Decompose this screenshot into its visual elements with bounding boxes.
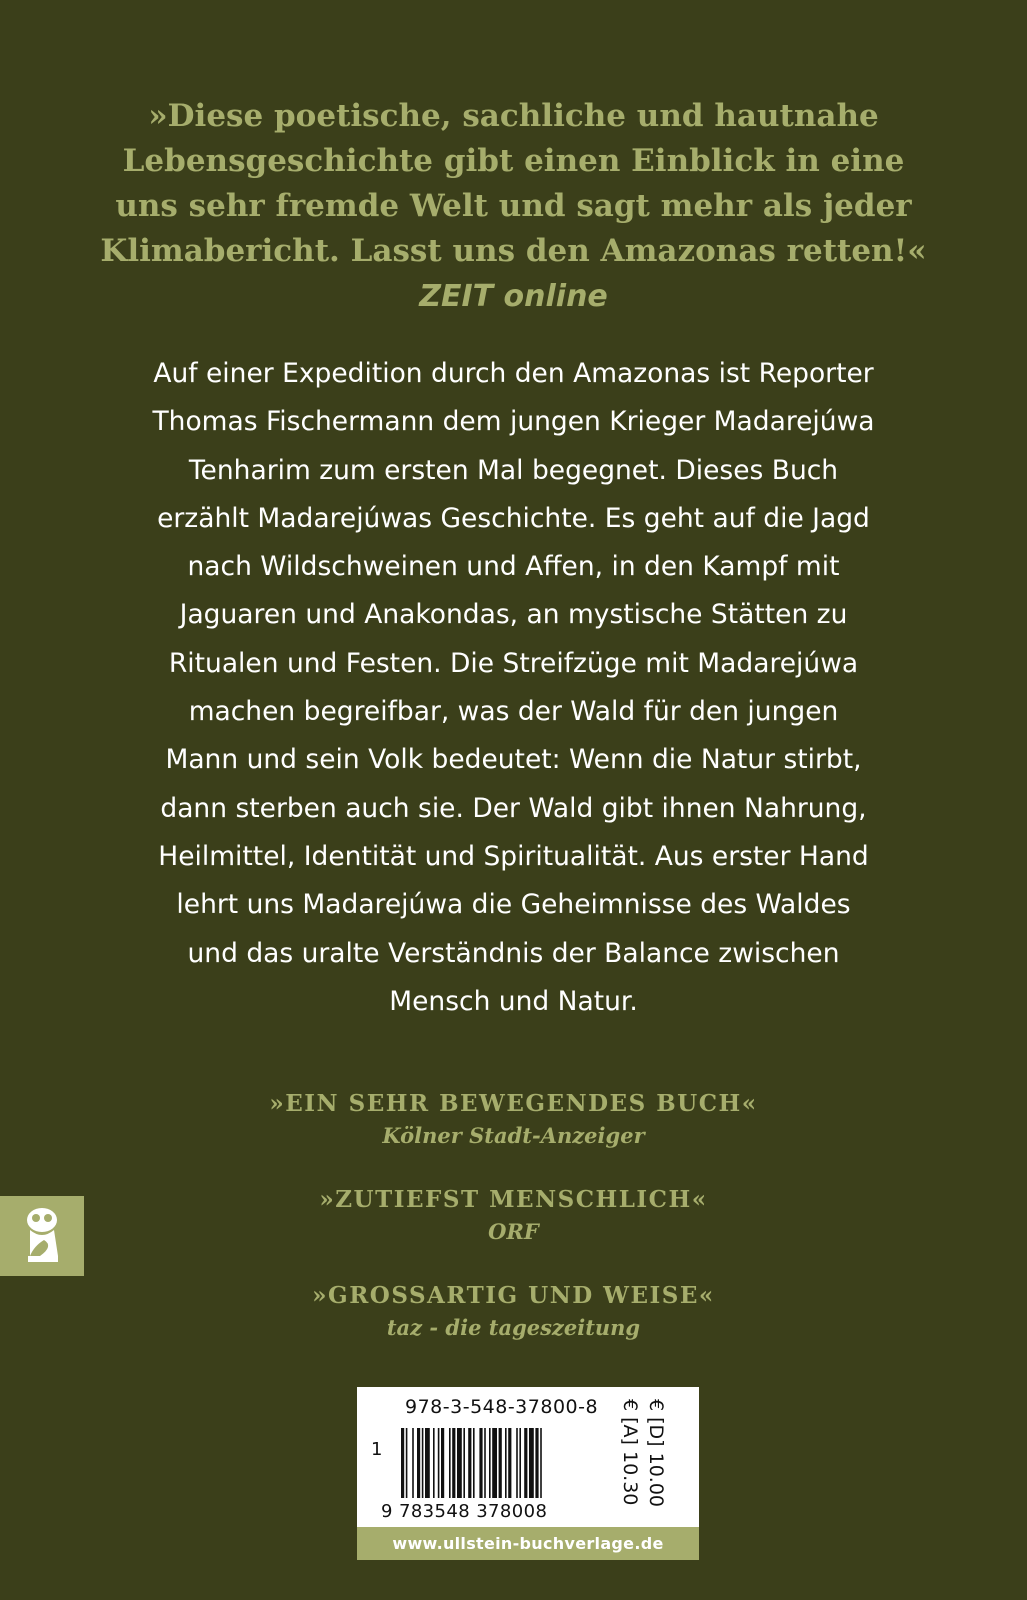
barcode-bar xyxy=(489,1428,491,1498)
review-quote: »GROSSARTIG UND WEISE« xyxy=(312,1282,715,1309)
blurb-line: dann sterben auch sie. Der Wald gibt ihnen Nahrung, xyxy=(160,792,867,824)
barcode-bar xyxy=(519,1428,521,1498)
publisher-url: www.ullstein-buchverlage.de xyxy=(357,1527,699,1560)
publisher-logo xyxy=(0,1196,84,1276)
review-quote: »ZUTIEFST MENSCHLICH« xyxy=(319,1186,708,1213)
barcode-bar xyxy=(479,1428,482,1498)
top-quote xyxy=(60,94,967,319)
barcode-lead-digit: 1 xyxy=(371,1439,383,1460)
barcode-bar xyxy=(433,1428,435,1498)
barcode-panel xyxy=(357,1387,699,1527)
barcode-icon xyxy=(401,1428,605,1498)
barcode-bar xyxy=(529,1428,534,1498)
barcode-bar xyxy=(412,1428,414,1498)
barcode-bar xyxy=(499,1428,502,1498)
review-quote: »EIN SEHR BEWEGENDES BUCH« xyxy=(269,1090,758,1117)
barcode-bar xyxy=(468,1428,471,1498)
barcode-bar xyxy=(457,1428,462,1498)
price-germany: € [D] 10.00 xyxy=(645,1399,667,1508)
blurb-line: Mann und sein Volk bedeutet: Wenn die Natur stirbt, xyxy=(165,744,862,776)
blurb-line: machen begreifbar, was der Wald für den jungen xyxy=(188,696,839,728)
barcode-bar xyxy=(452,1428,455,1498)
barcode-bar xyxy=(524,1428,527,1498)
review-block xyxy=(0,1183,1027,1247)
blurb-line: Thomas Fischermann dem jungen Krieger Madarejúwa xyxy=(152,406,875,438)
blurb-line: Tenharim zum ersten Mal begegnet. Dieses Buch xyxy=(188,454,839,486)
barcode-bar xyxy=(516,1428,518,1498)
barcode-bar xyxy=(540,1428,542,1498)
barcode-bar xyxy=(449,1428,451,1498)
barcode-bar xyxy=(492,1428,497,1498)
top-quote-line: »Diese poetische, sachliche und hautnahe xyxy=(148,98,879,134)
barcode-bar xyxy=(508,1428,511,1498)
blurb-line: und das uralte Verständnis der Balance zwischen xyxy=(187,937,840,969)
blurb-line: Auf einer Expedition durch den Amazonas ist Reporter xyxy=(153,358,874,389)
blurb-line: Mensch und Natur. xyxy=(389,985,638,1017)
blurb-line: lehrt uns Madarejúwa die Geheimnisse des Waldes xyxy=(176,889,851,921)
blurb-line: nach Wildschweinen und Affen, in den Kampf mit xyxy=(187,551,840,583)
owl-logo-icon xyxy=(0,1196,84,1276)
barcode-bar xyxy=(401,1428,404,1498)
blurb-line: Ritualen und Festen. Die Streifzüge mit Madarejúwa xyxy=(168,647,859,679)
review-source: Kölner Stadt-Anzeiger xyxy=(382,1123,645,1148)
barcode-bar xyxy=(484,1428,486,1498)
barcode-bar xyxy=(463,1428,465,1498)
review-block xyxy=(0,1279,1027,1343)
barcode-bar xyxy=(535,1428,538,1498)
blurb-line: Heilmittel, Identität und Spiritualität. Aus erster Hand xyxy=(158,840,869,872)
barcode-bar xyxy=(422,1428,424,1498)
barcode-bar xyxy=(505,1428,507,1498)
price-austria: € [A] 10.30 xyxy=(619,1399,641,1506)
blurb-line: Jaguaren und Anakondas, an mystische Stätten zu xyxy=(179,599,848,631)
review-block xyxy=(0,1087,1027,1151)
barcode-digits: 9 783548 378008 xyxy=(381,1501,548,1522)
barcode-bar xyxy=(473,1428,475,1498)
top-quote-source: ZEIT online xyxy=(419,279,608,314)
review-source: taz - die tageszeitung xyxy=(386,1315,641,1340)
barcode-bar xyxy=(438,1428,440,1498)
review-source: ORF xyxy=(488,1219,539,1244)
book-blurb xyxy=(40,350,987,1026)
barcode-bar xyxy=(406,1428,408,1498)
top-quote-line: Klimabericht. Lasst uns den Amazonas retten!« xyxy=(100,233,927,269)
top-quote-line: Lebensgeschichte gibt einen Einblick in eine xyxy=(122,143,905,179)
barcode-bar xyxy=(417,1428,420,1498)
isbn-number: 978-3-548-37800-8 xyxy=(405,1396,599,1418)
top-quote-line: uns sehr fremde Welt und sagt mehr als jeder xyxy=(115,188,912,224)
barcode-bar xyxy=(441,1428,444,1498)
blurb-line: erzählt Madarejúwas Geschichte. Es geht auf die Jagd xyxy=(157,502,870,534)
barcode-bar xyxy=(425,1428,430,1498)
